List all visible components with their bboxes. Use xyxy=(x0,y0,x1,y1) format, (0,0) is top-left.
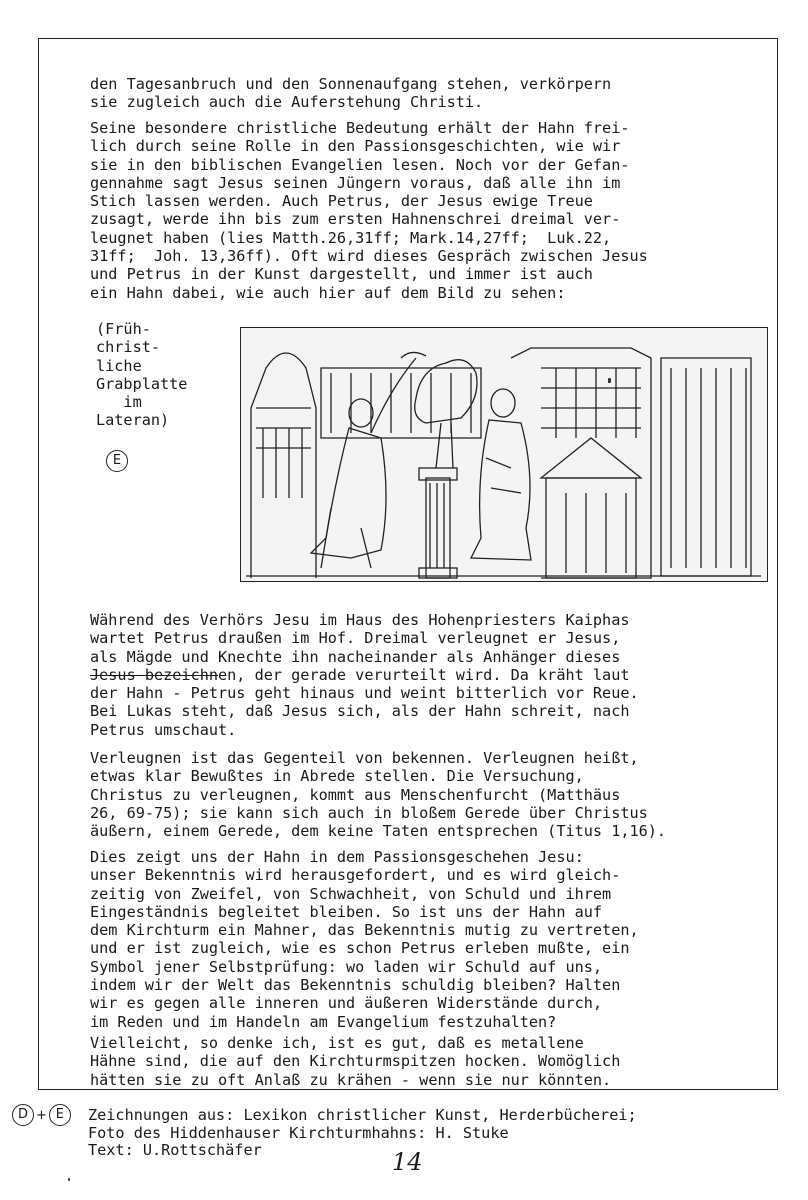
d-mark-icon: D xyxy=(12,1104,34,1126)
jesus-head xyxy=(349,399,373,427)
footer-marks xyxy=(12,1104,71,1126)
page-number: 14 xyxy=(392,1148,423,1176)
paragraph-3-part-1: Während des Verhörs Jesu im Haus des Hohenpriesters Kaiphas wartet Petrus draußen im Hof. Dreimal verleugnet er Jesus, als Mägde und Knechte ihn nacheinander als Anhänger dieses xyxy=(90,611,630,666)
peter-head xyxy=(491,389,515,417)
plus-sign: + xyxy=(36,1107,47,1123)
right-building xyxy=(511,348,651,578)
paragraph-3 xyxy=(90,611,780,739)
paragraph-4: Verleugnen ist das Gegenteil von bekennen. Verleugnen heißt, etwas klar Bewußtes in Abrede stellen. Die Versuchung, Christus zu verleugnen, kommt aus Menschenfurcht (Matthäus 26, 69-75); sie kann sich auch in bloßem Gerede über Christus äußern, einem Gerede, dem keine Taten entsprechen (Titus 1,16). xyxy=(90,749,667,841)
relief-drawing xyxy=(241,328,767,581)
paragraph-1: den Tagesanbruch und den Sonnenaufgang stehen, verkörpern sie zugleich auch die Auferstehung Christi. xyxy=(90,75,612,112)
credits: Zeichnungen aus: Lexikon christlicher Kunst, Herderbücherei; Foto des Hiddenhauser Kirchturmhahns: H. Stuke Text: U.Rottschäfer xyxy=(88,1106,637,1159)
e-mark-icon-footer: E xyxy=(49,1104,71,1126)
speck xyxy=(608,378,611,383)
relief-illustration xyxy=(240,327,768,582)
speck xyxy=(68,1178,70,1181)
paragraph-6: Vielleicht, so denke ich, ist es gut, daß es metallene Hähne sind, die auf den Kirchturmspitzen hocken. Womöglich hätten sie zu oft Anlaß zu krähen - wenn sie nur könnten. xyxy=(90,1034,621,1089)
e-mark-icon: E xyxy=(106,450,128,472)
temple-pediment xyxy=(541,438,641,478)
paragraph-2: Seine besondere christliche Bedeutung erhält der Hahn frei- lich durch seine Rolle in den Passionsgeschichten, wie wir sie in den biblischen Evangelien lesen. Noch vor der Gefan- gennahme sagt Jesus seinen Jüngern voraus, daß alle ihn im Stich lassen werden. Auch Petrus, der Jesus ewige Treue zusagt, werde ihn bis zum ersten Hahnenschrei dreimal ver- leugnet haben (lies Matth.26,31ff; Mark.14,27ff; Luk.22, 31ff; Joh. 13,36ff). Oft wird dieses Gespräch zwischen Jesus und Petrus in der Kunst dargestellt, und immer ist auch ein Hahn dabei, wie auch hier auf dem Bild zu sehen: xyxy=(90,119,648,302)
struck-text: Jesus bezeichn xyxy=(90,665,219,684)
image-caption: (Früh- christ- liche Grabplatte im Lateran) xyxy=(96,320,188,430)
rooster xyxy=(415,360,477,423)
paragraph-5: Dies zeigt uns der Hahn in dem Passionsgeschehen Jesu: unser Bekenntnis wird herausgefordert, und es wird gleich- zeitig von Zweifel, von Schwachheit, von Schuld und ihrem Eingeständnis begleitet bleiben. So ist uns der Hahn auf dem Kirchturm ein Mahner, das Bekenntnis mutig zu vertreten, und er ist zugleich, wie es schon Petrus erleben mußte, ein Symbol jener Selbstprüfung: wo laden wir Schuld auf uns, indem wir der Welt das Bekenntnis schuldig bleiben? Halten wir es gegen alle inneren und äußeren Widerstände durch, im Reden und im Handeln am Evangelium festzuhalten? xyxy=(90,848,639,1031)
paragraph-3-part-2: en, der gerade verurteilt wird. Da kräht laut der Hahn - Petrus geht hinaus und weint bitterlich vor Reue. Bei Lukas steht, daß Jesus sich, als der Hahn schreit, nach Petrus umschaut. xyxy=(90,665,639,739)
jesus-robe xyxy=(311,428,386,558)
left-dome-building xyxy=(251,353,316,578)
